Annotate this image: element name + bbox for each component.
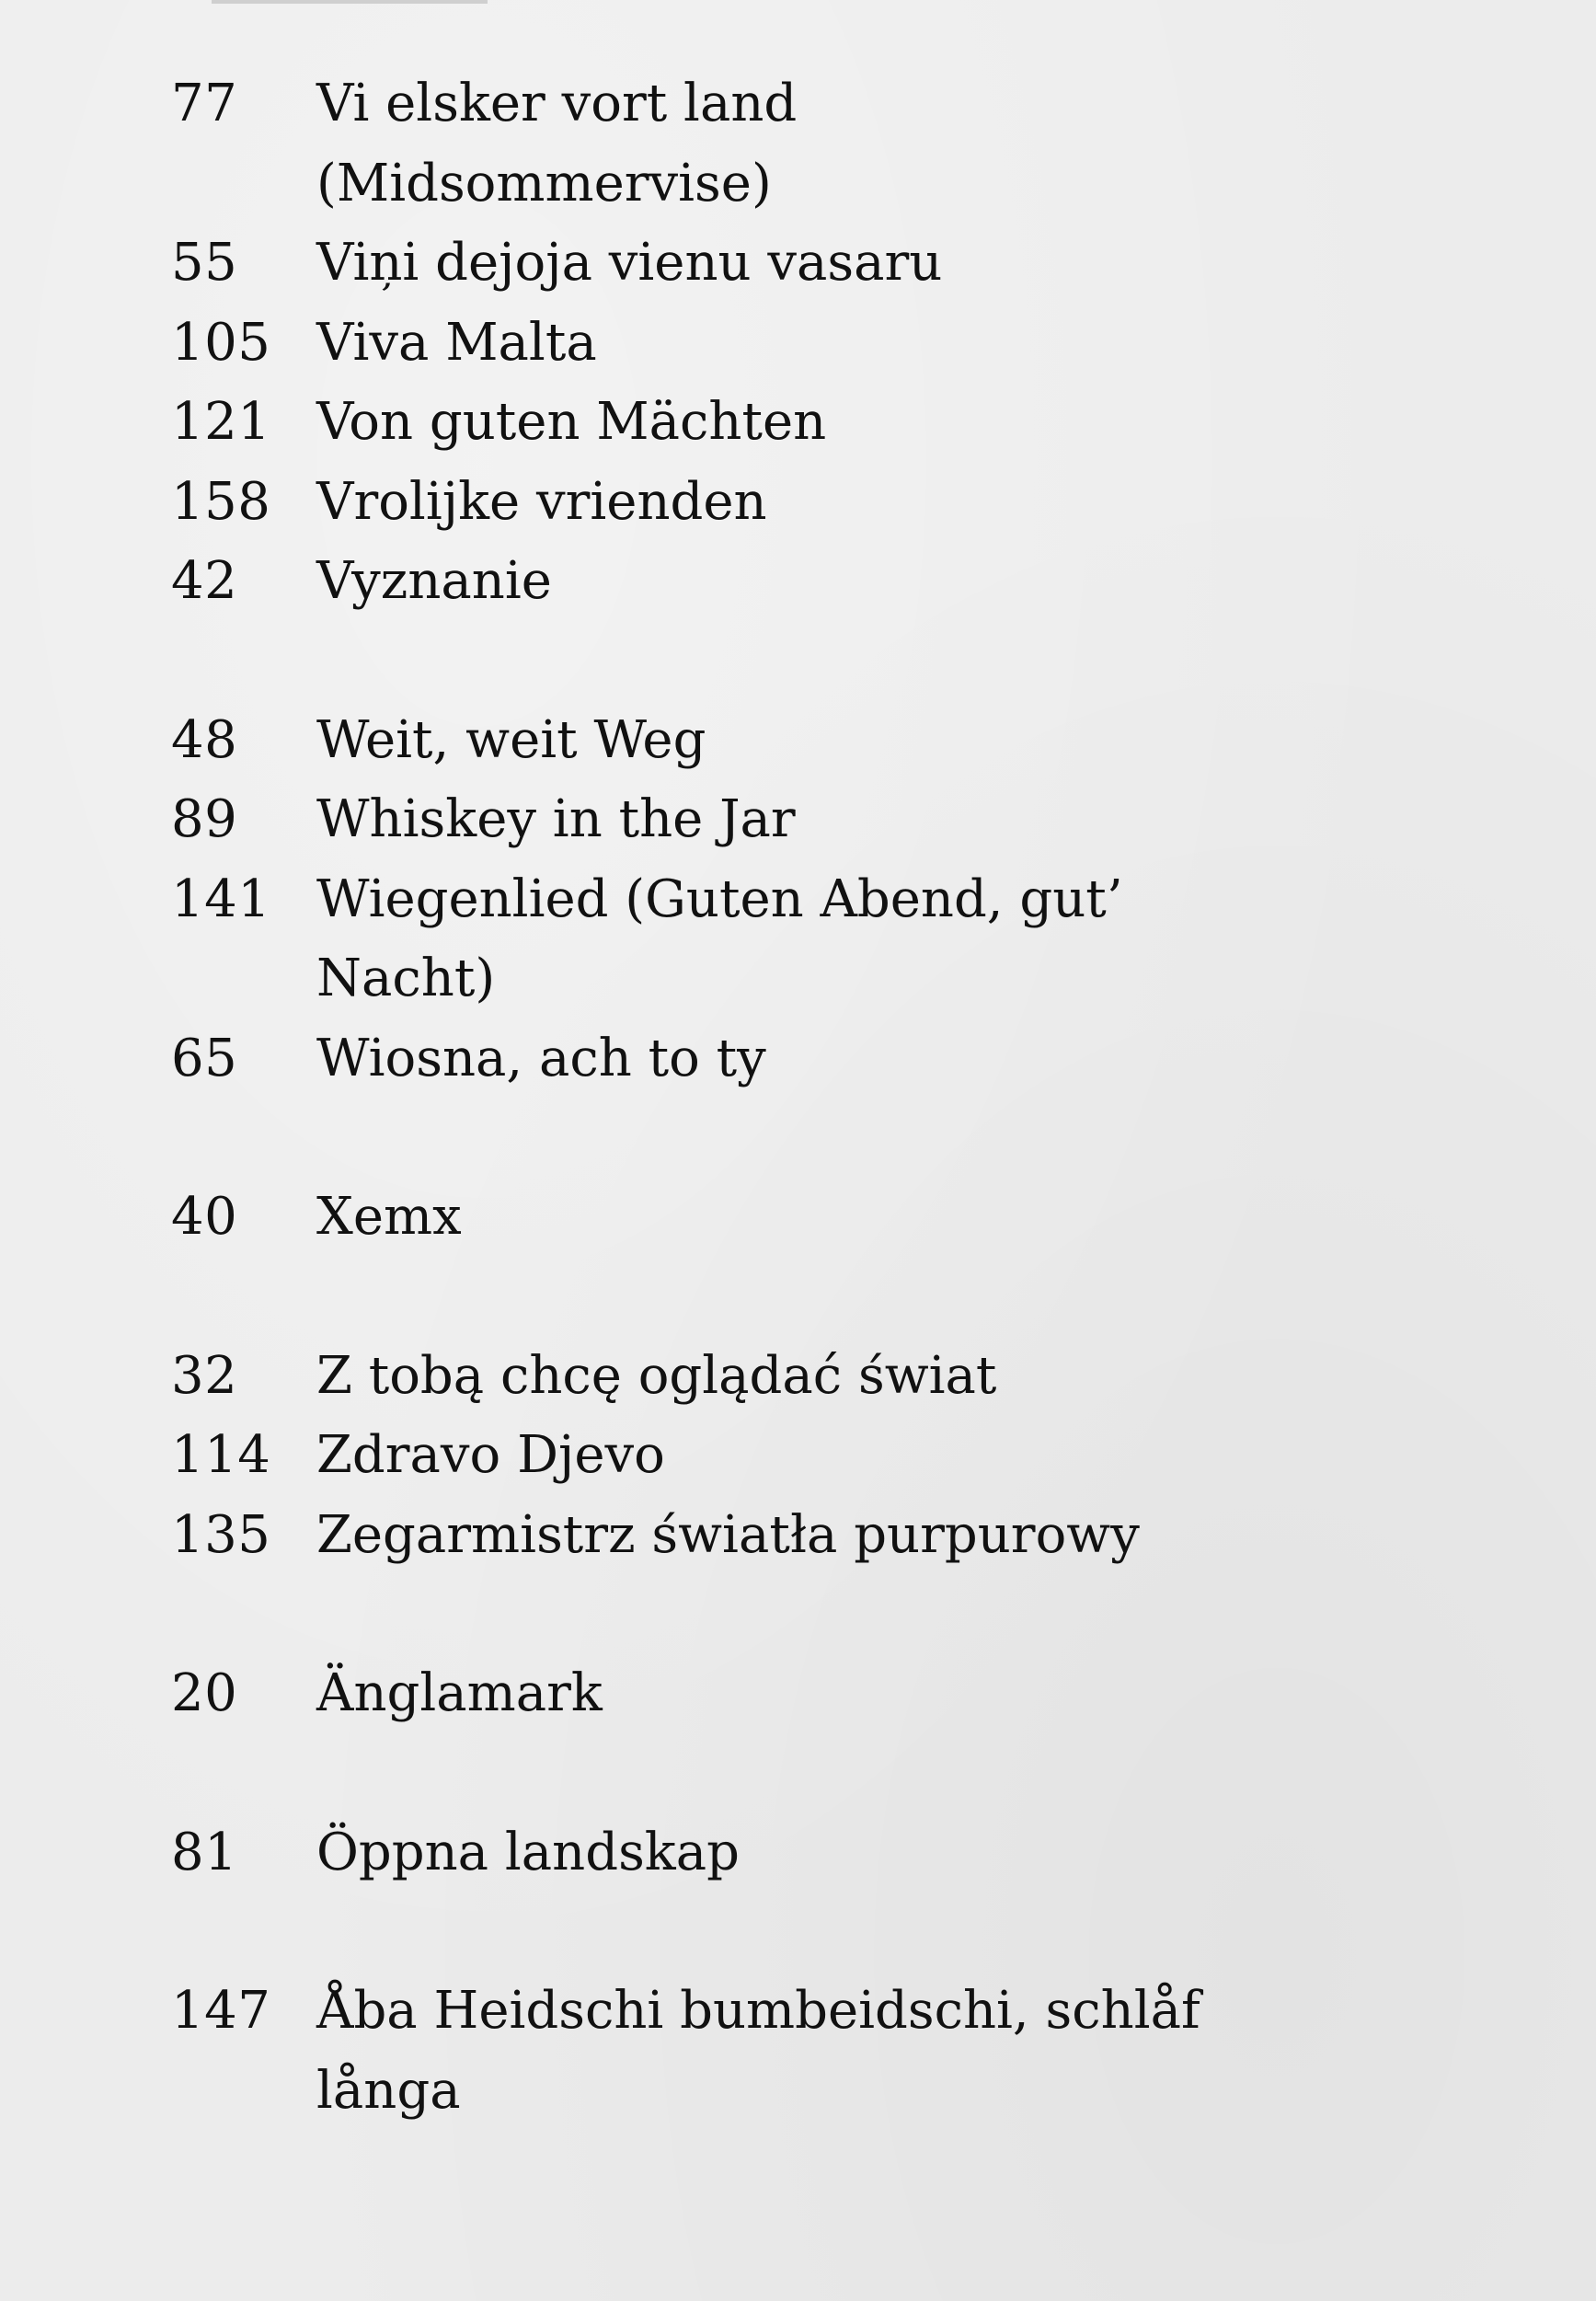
page-number: 141 [171, 869, 271, 929]
index-entry [171, 383, 1459, 463]
index-group-a-umlaut [171, 1654, 1459, 1734]
song-title: Wiegenlied (Guten Abend, gut’ Nacht) [316, 869, 1123, 1008]
index-entry [171, 224, 1459, 304]
song-title: Öppna landskap [316, 1822, 740, 1882]
song-title: Xemx [316, 1187, 462, 1247]
song-title: Z tobą chcę oglądać świat [316, 1345, 997, 1406]
top-edge-rule [212, 0, 488, 4]
page-number: 89 [171, 789, 238, 849]
index-entry [171, 1178, 1459, 1258]
page-number: 65 [171, 1028, 238, 1088]
song-index-list [171, 64, 1459, 2210]
page-number: 48 [171, 709, 238, 770]
page-number: 121 [171, 392, 271, 452]
index-entry [171, 1416, 1459, 1496]
index-entry [171, 463, 1459, 543]
index-entry [171, 64, 1459, 224]
page-number: 40 [171, 1187, 238, 1247]
song-title: Vrolijke vrienden [316, 471, 767, 532]
index-entry [171, 1654, 1459, 1734]
page-number: 81 [171, 1822, 238, 1882]
page-number: 77 [171, 74, 238, 133]
song-title: Åba Heidschi bumbeidschi, schlåf långa [316, 1981, 1200, 2121]
index-entry [171, 542, 1459, 622]
song-title: Vi elsker vort land (Midsommervise) [316, 74, 798, 213]
song-title: Whiskey in the Jar [316, 789, 796, 849]
index-entry [171, 304, 1459, 384]
song-title: Weit, weit Weg [316, 709, 706, 770]
index-group-x [171, 1178, 1459, 1258]
page-number: 147 [171, 1981, 271, 2041]
page-number: 158 [171, 471, 271, 532]
index-group-v [171, 64, 1459, 622]
index-group-a-ring [171, 1972, 1459, 2131]
song-title: Von guten Mächten [316, 392, 827, 452]
page-number: 32 [171, 1345, 238, 1406]
page-number: 20 [171, 1663, 238, 1723]
page-number: 55 [171, 233, 238, 293]
index-entry [171, 1813, 1459, 1893]
index-entry [171, 1019, 1459, 1099]
song-title: Wiosna, ach to ty [316, 1028, 766, 1088]
song-title: Viva Malta [316, 312, 597, 373]
index-entry [171, 780, 1459, 860]
song-title: Änglamark [316, 1663, 603, 1723]
page-number: 42 [171, 551, 238, 611]
song-title: Vyznanie [316, 551, 552, 611]
index-group-o-umlaut [171, 1813, 1459, 1893]
song-title: Zegarmistrz światła purpurowy [316, 1504, 1140, 1565]
index-entry [171, 701, 1459, 781]
index-entry [171, 1496, 1459, 1576]
index-entry [171, 1337, 1459, 1417]
index-group-z [171, 1337, 1459, 1576]
page-number: 135 [171, 1504, 271, 1565]
index-entry [171, 860, 1459, 1019]
page-number: 114 [171, 1425, 271, 1485]
index-group-w [171, 701, 1459, 1099]
index-entry [171, 1972, 1459, 2131]
song-title: Viņi dejoja vienu vasaru [316, 233, 943, 293]
song-title: Zdravo Djevo [316, 1425, 665, 1485]
page-number: 105 [171, 312, 271, 373]
